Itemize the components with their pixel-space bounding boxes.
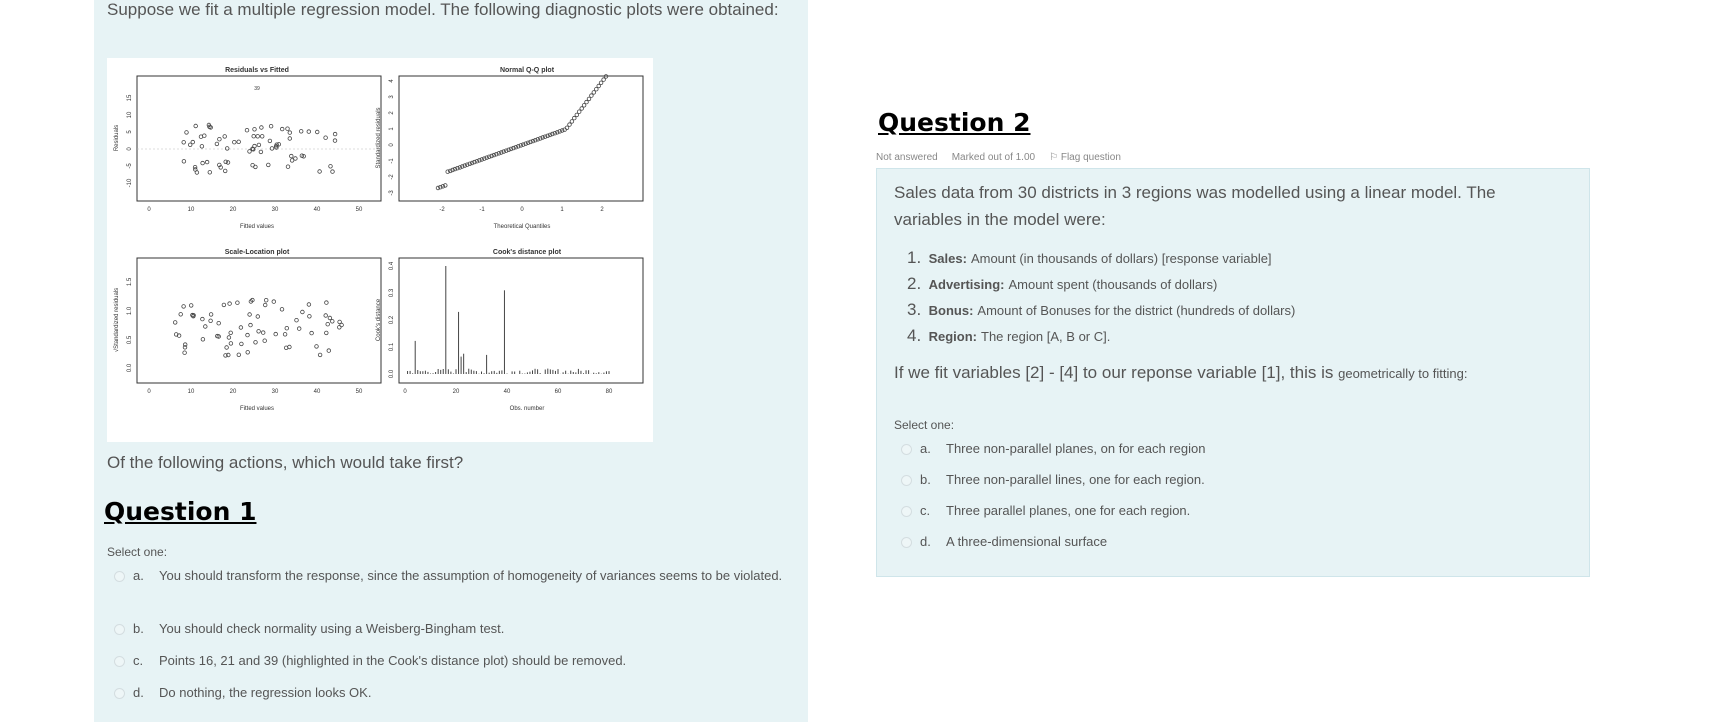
plot-point bbox=[194, 124, 198, 128]
plot-point bbox=[326, 322, 330, 326]
svg-text:0.1: 0.1 bbox=[389, 342, 395, 352]
scale-location-plot bbox=[113, 249, 381, 412]
question-marks: Marked out of 1.00 bbox=[951, 152, 1036, 163]
question-2-meta bbox=[876, 152, 1121, 163]
plot-point bbox=[270, 147, 274, 151]
svg-text:10: 10 bbox=[187, 389, 195, 395]
plot-point bbox=[580, 107, 584, 111]
q1-option-a[interactable]: a. You should transform the response, since the assumption of homogeneity of variances seems to be violated. bbox=[114, 566, 794, 586]
svg-text:1: 1 bbox=[560, 207, 564, 213]
qq-plot-title: Normal Q-Q plot bbox=[499, 67, 555, 74]
normal-qq-plot bbox=[376, 67, 643, 230]
plot-point bbox=[185, 131, 189, 135]
plot-point bbox=[201, 338, 205, 342]
plot-point bbox=[239, 326, 243, 330]
plot-point bbox=[222, 303, 226, 307]
plot-point bbox=[327, 349, 331, 353]
svg-text:3: 3 bbox=[389, 95, 395, 99]
cooks-xlabel: Obs. number bbox=[509, 406, 545, 412]
svg-text:0.0: 0.0 bbox=[389, 369, 395, 379]
svg-text:40: 40 bbox=[503, 389, 511, 395]
plot-point bbox=[573, 116, 577, 120]
svg-text:60: 60 bbox=[554, 389, 562, 395]
plot-point bbox=[338, 326, 342, 330]
plot-point bbox=[263, 303, 267, 307]
plot-point bbox=[261, 331, 265, 335]
q2-radio-a[interactable] bbox=[901, 444, 912, 455]
plot-point bbox=[200, 145, 204, 149]
plot-point bbox=[223, 169, 227, 173]
plot-point bbox=[208, 171, 212, 175]
plot-point bbox=[324, 314, 328, 318]
plot-point bbox=[204, 325, 208, 329]
question-2-select-label: Select one: bbox=[894, 418, 955, 432]
plot-point bbox=[257, 330, 261, 334]
plot-point bbox=[225, 147, 229, 151]
plot-point bbox=[264, 298, 268, 302]
question-2-heading: Question 2 bbox=[878, 108, 1031, 137]
svg-text:30: 30 bbox=[271, 389, 279, 395]
plot-point bbox=[333, 132, 337, 136]
variable-item: 1. Sales: Amount (in thousands of dollars) [response variable] bbox=[907, 248, 1272, 267]
plot-point bbox=[318, 170, 322, 174]
svg-text:-1: -1 bbox=[479, 207, 485, 213]
plot-point bbox=[179, 313, 183, 317]
plot-point bbox=[237, 140, 241, 144]
svg-text:-2: -2 bbox=[439, 207, 445, 213]
plot-point bbox=[249, 323, 253, 327]
plot-point bbox=[237, 353, 241, 357]
q1-radio-c[interactable] bbox=[114, 656, 125, 667]
flag-icon: ⚐ bbox=[1049, 152, 1059, 163]
residuals-plot-title: Residuals vs Fitted bbox=[225, 67, 289, 74]
svg-text:1: 1 bbox=[389, 127, 395, 131]
question-2-fit-text: If we fit variables [2] - [4] to our reponse variable [1], this is geometrically to fitting: bbox=[894, 363, 1468, 382]
plot-point bbox=[257, 143, 261, 147]
variable-item: 2. Advertising: Amount spent (thousands of dollars) bbox=[907, 274, 1218, 293]
plot-point bbox=[325, 301, 329, 305]
plot-point bbox=[318, 353, 322, 357]
plot-point bbox=[286, 127, 290, 131]
plot-point bbox=[315, 345, 319, 349]
plot-point bbox=[182, 141, 186, 145]
svg-text:0: 0 bbox=[403, 389, 407, 395]
q1-option-d[interactable]: d. Do nothing, the regression looks OK. bbox=[114, 683, 794, 703]
svg-text:2: 2 bbox=[389, 111, 395, 115]
q2-option-b[interactable]: b. Three non-parallel lines, one for each region. bbox=[901, 470, 1205, 490]
q2-radio-b[interactable] bbox=[901, 475, 912, 486]
plot-point bbox=[280, 308, 284, 312]
diagnostic-plots-image bbox=[107, 58, 653, 442]
plot-point bbox=[288, 137, 292, 141]
plot-point bbox=[223, 135, 227, 139]
q2-option-d[interactable]: d. A three-dimensional surface bbox=[901, 532, 1107, 552]
plot-point bbox=[565, 126, 569, 130]
plot-point bbox=[590, 94, 594, 98]
plot-point bbox=[260, 126, 264, 130]
plot-point bbox=[254, 341, 258, 345]
plot-point bbox=[215, 142, 219, 146]
plot-point bbox=[209, 319, 213, 323]
svg-text:80: 80 bbox=[605, 389, 613, 395]
question-1-intro: Suppose we fit a multiple regression model. The following diagnostic plots were obtained: bbox=[107, 0, 779, 19]
plot-point bbox=[268, 139, 272, 143]
plot-point bbox=[227, 336, 231, 340]
plot-point bbox=[325, 331, 329, 335]
plot-point bbox=[246, 333, 250, 337]
plot-point bbox=[252, 134, 256, 138]
q2-option-c[interactable]: c. Three parallel planes, one for each region. bbox=[901, 501, 1190, 521]
plot-point bbox=[173, 321, 177, 325]
plot-point bbox=[315, 130, 319, 134]
svg-text:20: 20 bbox=[452, 389, 460, 395]
svg-text:0.3: 0.3 bbox=[389, 288, 395, 298]
plot-point bbox=[267, 163, 271, 167]
svg-text:0.4: 0.4 bbox=[389, 261, 395, 271]
q2-radio-c[interactable] bbox=[901, 506, 912, 517]
plot-point bbox=[240, 342, 244, 346]
plot-point bbox=[568, 123, 572, 127]
plot-point bbox=[254, 165, 258, 169]
question-1-panel bbox=[94, 0, 808, 722]
q1-radio-a[interactable] bbox=[114, 571, 125, 582]
plot-point bbox=[290, 154, 294, 158]
plot-point bbox=[201, 317, 205, 321]
question-1-select-label: Select one: bbox=[107, 545, 168, 559]
plot-point bbox=[587, 97, 591, 101]
svg-text:10: 10 bbox=[127, 111, 133, 119]
svg-text:20: 20 bbox=[229, 207, 237, 213]
plot-point bbox=[226, 161, 230, 165]
svg-text:0.5: 0.5 bbox=[127, 335, 133, 345]
plot-point bbox=[310, 331, 314, 335]
svg-text:5: 5 bbox=[127, 130, 133, 134]
q1-option-b[interactable]: b. You should check normality using a Weisberg-Bingham test. bbox=[114, 619, 794, 639]
svg-text:4: 4 bbox=[389, 79, 395, 83]
plot-point bbox=[570, 120, 574, 124]
svg-text:0: 0 bbox=[127, 147, 133, 151]
plot-point bbox=[256, 315, 260, 319]
plot-point bbox=[201, 161, 205, 165]
residuals-xlabel: Fitted values bbox=[239, 224, 275, 230]
plot-point bbox=[233, 140, 237, 144]
plot-point bbox=[307, 303, 311, 307]
svg-text:30: 30 bbox=[271, 207, 279, 213]
plot-point bbox=[602, 78, 606, 82]
plot-point bbox=[286, 165, 290, 169]
plot-point bbox=[224, 160, 228, 164]
plot-point bbox=[205, 160, 209, 164]
svg-text:0.2: 0.2 bbox=[389, 315, 395, 325]
scale-ylabel: √Standardized residuals bbox=[114, 287, 120, 353]
cooks-plot-title: Cook's distance plot bbox=[492, 249, 562, 256]
plot-point bbox=[585, 100, 589, 104]
plot-point bbox=[592, 91, 596, 95]
plot-point bbox=[272, 300, 276, 304]
plot-point bbox=[209, 313, 213, 317]
plot-point bbox=[274, 332, 278, 336]
flag-question-link[interactable]: ⚐ Flag question bbox=[1049, 152, 1121, 163]
plot-point bbox=[283, 333, 287, 337]
plot-point bbox=[253, 128, 257, 132]
plot-point bbox=[599, 81, 603, 85]
svg-text:1.0: 1.0 bbox=[127, 306, 133, 316]
plot-point bbox=[218, 137, 222, 141]
svg-text:10: 10 bbox=[187, 207, 195, 213]
svg-text:-1: -1 bbox=[389, 158, 395, 164]
svg-text:0: 0 bbox=[520, 207, 524, 213]
svg-text:-3: -3 bbox=[389, 190, 395, 196]
svg-text:2: 2 bbox=[600, 207, 604, 213]
svg-text:-2: -2 bbox=[389, 174, 395, 180]
plot-point bbox=[183, 351, 187, 355]
plot-point bbox=[582, 104, 586, 108]
plot-point bbox=[191, 140, 195, 144]
plot-point bbox=[595, 87, 599, 91]
scale-plot-title: Scale-Location plot bbox=[224, 249, 290, 256]
plot-point bbox=[228, 302, 232, 306]
q1-radio-d[interactable] bbox=[114, 688, 125, 699]
plot-point bbox=[285, 326, 289, 330]
q1-radio-b[interactable] bbox=[114, 624, 125, 635]
plot-point bbox=[575, 113, 579, 117]
plot-point bbox=[331, 170, 335, 174]
plot-point bbox=[263, 339, 267, 343]
plot-point bbox=[253, 144, 257, 148]
svg-text:40: 40 bbox=[313, 207, 321, 213]
svg-text:20: 20 bbox=[229, 389, 237, 395]
question-2-text: Sales data from 30 districts in 3 regions was modelled using a linear model. The variables in the model were: bbox=[894, 183, 1496, 229]
svg-text:1.5: 1.5 bbox=[127, 277, 133, 287]
plot-point bbox=[307, 130, 311, 134]
variable-item: 3. Bonus: Amount of Bonuses for the district (hundreds of dollars) bbox=[907, 300, 1296, 319]
plot-point bbox=[182, 305, 186, 309]
plot-point bbox=[280, 127, 284, 131]
scale-xlabel: Fitted values bbox=[239, 406, 275, 412]
cooks-distance-plot bbox=[376, 249, 643, 412]
plot-point bbox=[577, 110, 581, 114]
q1-option-c[interactable]: c. Points 16, 21 and 39 (highlighted in the Cook's distance plot) should be removed. bbox=[114, 651, 794, 671]
qq-xlabel: Theoretical Quantiles bbox=[493, 224, 551, 230]
plot-point bbox=[299, 130, 303, 134]
plot-point bbox=[217, 321, 221, 325]
plot-point bbox=[236, 301, 240, 305]
variable-item: 4. Region: The region [A, B or C]. bbox=[907, 326, 1111, 345]
plot-point bbox=[259, 150, 263, 154]
plot-point bbox=[597, 84, 601, 88]
svg-text:0: 0 bbox=[147, 207, 151, 213]
plot-point bbox=[331, 320, 335, 324]
plot-point bbox=[288, 131, 292, 135]
question-1-heading: Question 1 bbox=[104, 497, 257, 526]
plot-point bbox=[328, 316, 332, 320]
plot-point bbox=[269, 124, 273, 128]
svg-text:50: 50 bbox=[355, 207, 363, 213]
question-status: Not answered bbox=[876, 152, 938, 163]
residuals-vs-fitted-plot bbox=[114, 67, 381, 230]
plot-point bbox=[229, 342, 233, 346]
variables-list bbox=[907, 245, 1295, 349]
plot-point bbox=[308, 315, 312, 319]
question-2-panel bbox=[876, 168, 1590, 577]
plot-point bbox=[563, 128, 567, 132]
plot-point bbox=[301, 310, 305, 314]
residuals-point-label: 39 bbox=[254, 86, 260, 92]
q2-radio-d[interactable] bbox=[901, 537, 912, 548]
plot-point bbox=[295, 318, 299, 322]
svg-text:-10: -10 bbox=[127, 178, 133, 188]
svg-text:-5: -5 bbox=[127, 163, 133, 169]
svg-text:0.0: 0.0 bbox=[127, 363, 133, 373]
plot-point bbox=[297, 327, 301, 331]
plot-point bbox=[294, 157, 298, 161]
plot-point bbox=[333, 139, 337, 143]
plot-point bbox=[324, 136, 328, 140]
plot-point bbox=[203, 134, 207, 138]
plot-point bbox=[256, 135, 260, 139]
cooks-ylabel: Cook's distance bbox=[376, 298, 382, 342]
svg-text:0: 0 bbox=[147, 389, 151, 395]
plot-point bbox=[182, 160, 186, 164]
plot-point bbox=[189, 304, 193, 308]
svg-text:50: 50 bbox=[355, 389, 363, 395]
question-1-followup: Of the following actions, which would take first? bbox=[107, 453, 464, 472]
plot-point bbox=[195, 171, 199, 175]
plot-point bbox=[229, 331, 233, 335]
plot-point bbox=[245, 128, 249, 132]
plot-point bbox=[225, 346, 229, 350]
plot-point bbox=[260, 135, 264, 139]
plot-point bbox=[246, 351, 250, 355]
q2-option-a[interactable]: a. Three non-parallel planes, on for each region bbox=[901, 439, 1205, 459]
plot-point bbox=[248, 313, 252, 317]
plot-point bbox=[338, 320, 342, 324]
svg-text:40: 40 bbox=[313, 389, 321, 395]
qq-ylabel: Standardized residuals bbox=[376, 107, 382, 169]
plot-point bbox=[329, 165, 333, 169]
residuals-ylabel: Residuals bbox=[114, 124, 120, 152]
plot-point bbox=[436, 186, 440, 190]
svg-text:0: 0 bbox=[389, 143, 395, 147]
svg-text:15: 15 bbox=[127, 94, 133, 102]
